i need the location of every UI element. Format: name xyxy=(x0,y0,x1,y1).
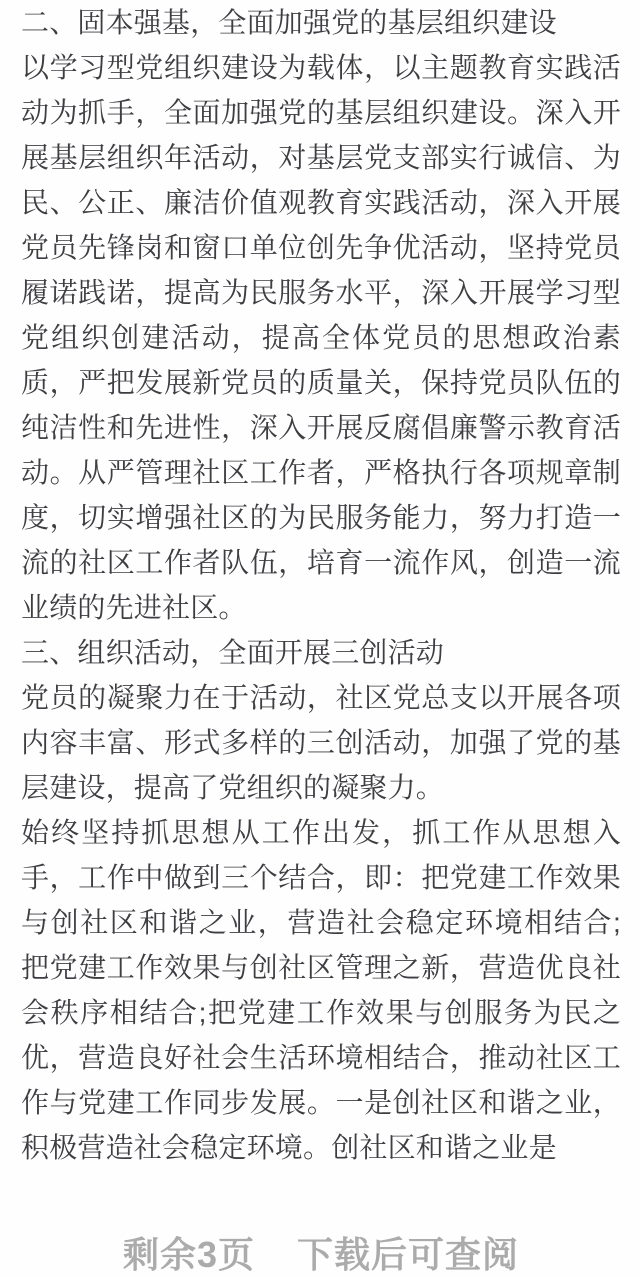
download-hint-label: 下载后可查阅 xyxy=(297,1234,520,1275)
section-heading-3: 三、组织活动，全面开展三创活动 xyxy=(21,637,445,668)
section-heading-2: 二、固本强基，全面加强党的基层组织建设 xyxy=(21,7,557,38)
body-paragraph-2: 党员的凝聚力在于活动，社区党总支以开展各项内容丰富、形式多样的三创活动，加强了党的基层建设，提高了党组织的凝聚力。 xyxy=(21,682,621,803)
body-paragraph-3: 始终坚持抓思想从工作出发，抓工作从思想入手，工作中做到三个结合，即：把党建工作效果与创社区和谐之业，营造社会稳定环境相结合;把党建工作效果与创社区管理之新，营造优良社会秩序相结合;把党建工作效果与创服务为民之优，营造良好社会生活环境相结合，推动社区工作与党建工作同步发展。一是创社区和谐之业，积极营造社会稳定环境。创社区和谐之业是 xyxy=(21,817,621,1163)
remaining-pages-label: 剩余3页 xyxy=(122,1234,255,1275)
body-paragraph-1: 以学习型党组织建设为载体，以主题教育实践活动为抓手，全面加强党的基层组织建设。深入开展基层组织年活动，对基层党支部实行诚信、为民、公正、廉洁价值观教育实践活动，深入开展党员先锋岗和窗口单位创先争优活动，坚持党员履诺践诺，提高为民服务水平，深入开展学习型党组织创建活动，提高全体党员的思想政治素质，严把发展新党员的质量关，保持党员队伍的纯洁性和先进性，深入开展反腐倡廉警示教育活动。从严管理社区工作者，严格执行各项规章制度，切实增强社区的为民服务能力，努力打造一流的社区工作者队伍，培育一流作风，创造一流业绩的先进社区。 xyxy=(21,52,621,623)
footer-hint xyxy=(21,1232,621,1277)
